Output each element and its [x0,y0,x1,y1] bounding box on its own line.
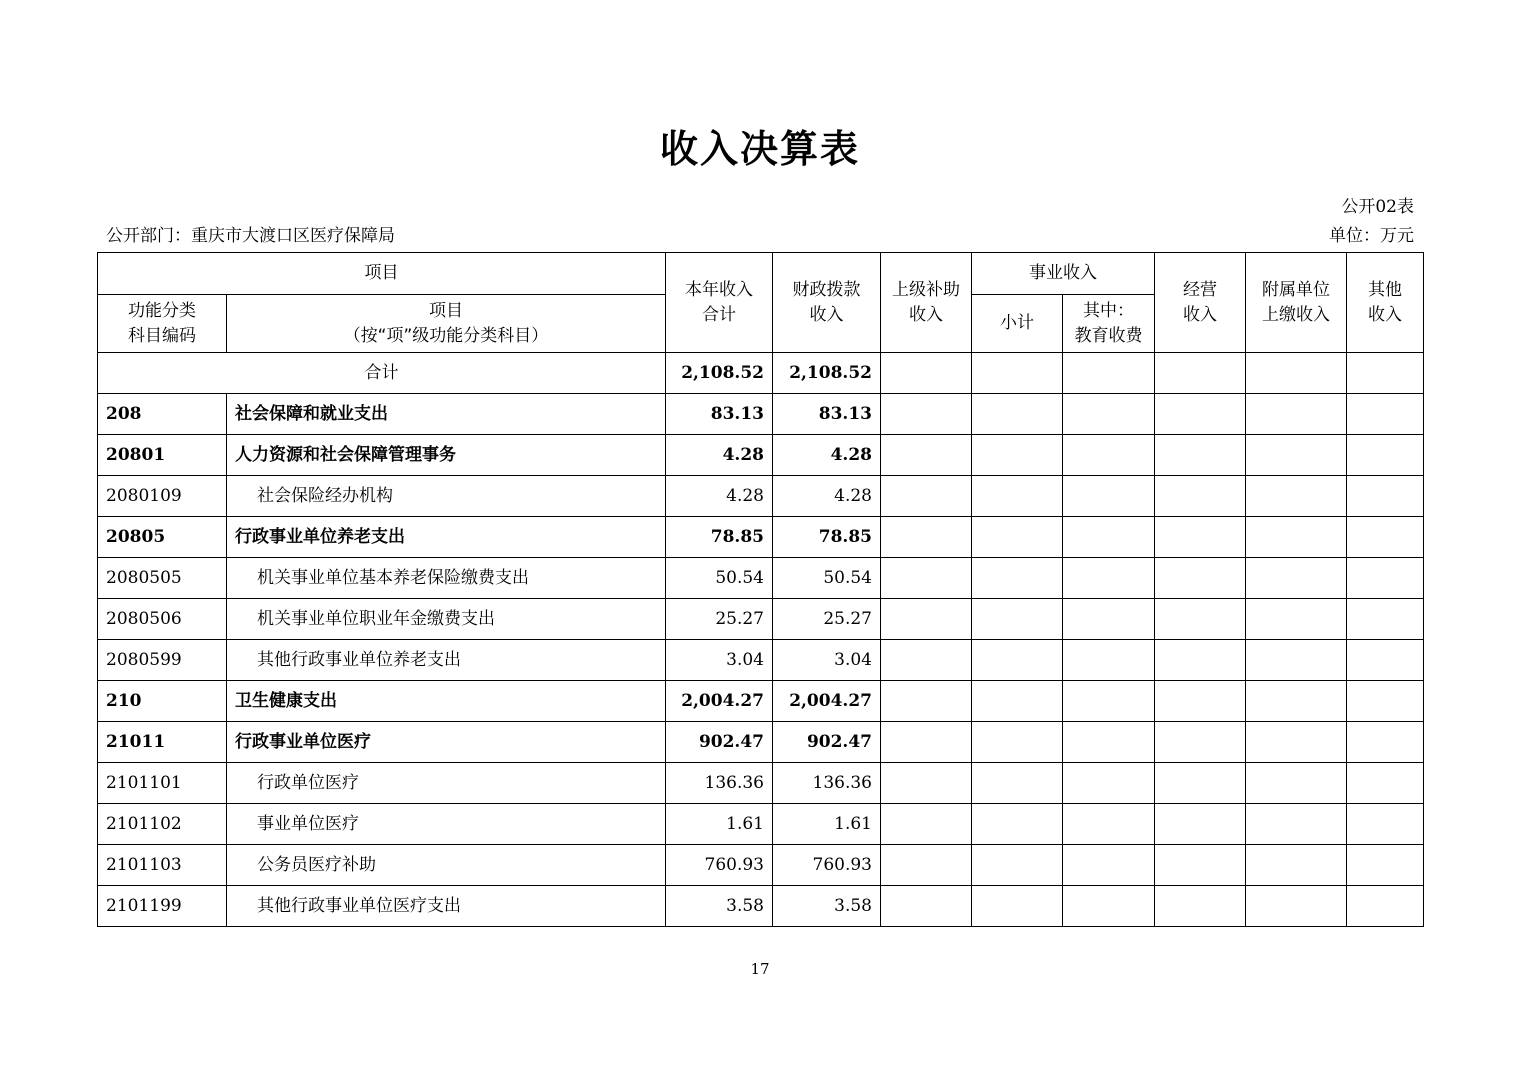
row-total-income: 3.58 [666,886,773,927]
empty-cell [1246,517,1347,558]
empty-cell [881,394,972,435]
row-code: 2080506 [98,599,227,640]
empty-cell [1246,722,1347,763]
row-code: 2080599 [98,640,227,681]
row-name: 社会保障和就业支出 [227,394,666,435]
empty-cell [1063,353,1155,394]
table-row [98,394,1424,435]
row-total-income: 78.85 [666,517,773,558]
empty-cell [1246,435,1347,476]
income-table [97,252,1424,927]
row-code: 2101199 [98,886,227,927]
total-row [98,353,1424,394]
row-code: 210 [98,681,227,722]
total-label: 合计 [98,353,666,394]
row-total-income: 760.93 [666,845,773,886]
empty-cell [1063,722,1155,763]
row-name: 行政单位医疗 [227,763,666,804]
row-fiscal: 3.58 [773,886,881,927]
table-row [98,558,1424,599]
header-other: 其他 收入 [1347,253,1424,353]
empty-cell [881,886,972,927]
page-number: 17 [750,960,770,978]
empty-cell [972,353,1063,394]
empty-cell [1063,599,1155,640]
empty-cell [1347,763,1424,804]
empty-cell [1155,476,1246,517]
header-business-income: 事业收入 [972,253,1155,295]
empty-cell [972,681,1063,722]
row-name: 人力资源和社会保障管理事务 [227,435,666,476]
total-fiscal-value: 2,108.52 [773,353,881,394]
empty-cell [972,599,1063,640]
table-row [98,435,1424,476]
table-row [98,886,1424,927]
empty-cell [1246,886,1347,927]
empty-cell [1063,804,1155,845]
empty-cell [1063,558,1155,599]
row-name: 其他行政事业单位养老支出 [227,640,666,681]
empty-cell [1246,599,1347,640]
row-fiscal: 136.36 [773,763,881,804]
header-edu-fee: 其中： 教育收费 [1063,295,1155,353]
empty-cell [972,517,1063,558]
row-code: 20805 [98,517,227,558]
row-fiscal: 760.93 [773,845,881,886]
header-affiliated: 附属单位 上缴收入 [1246,253,1347,353]
table-row [98,845,1424,886]
table-row [98,722,1424,763]
empty-cell [881,517,972,558]
row-total-income: 136.36 [666,763,773,804]
empty-cell [972,435,1063,476]
empty-cell [1155,435,1246,476]
row-total-income: 83.13 [666,394,773,435]
row-name: 公务员医疗补助 [227,845,666,886]
row-total-income: 2,004.27 [666,681,773,722]
empty-cell [1155,599,1246,640]
empty-cell [1063,640,1155,681]
empty-cell [881,435,972,476]
header-total-income: 本年收入 合计 [666,253,773,353]
empty-cell [1063,476,1155,517]
table-row [98,804,1424,845]
row-fiscal: 50.54 [773,558,881,599]
row-code: 2080505 [98,558,227,599]
empty-cell [972,886,1063,927]
row-total-income: 3.04 [666,640,773,681]
page-title: 收入决算表 [659,127,860,171]
empty-cell [972,722,1063,763]
empty-cell [1155,804,1246,845]
row-fiscal: 1.61 [773,804,881,845]
row-code: 2101103 [98,845,227,886]
empty-cell [1347,681,1424,722]
empty-cell [1347,599,1424,640]
row-fiscal: 78.85 [773,517,881,558]
empty-cell [1063,394,1155,435]
table-row [98,517,1424,558]
table-body [98,394,1424,927]
empty-cell [1347,804,1424,845]
empty-cell [881,804,972,845]
empty-cell [1155,394,1246,435]
empty-cell [1155,845,1246,886]
empty-cell [1155,763,1246,804]
empty-cell [972,640,1063,681]
empty-cell [1347,640,1424,681]
empty-cell [972,558,1063,599]
department-label: 公开部门：重庆市大渡口区医疗保障局 [106,226,395,246]
table-row [98,476,1424,517]
unit-label: 单位：万元 [1329,226,1414,246]
form-number: 公开02表 [1341,197,1414,217]
empty-cell [1347,394,1424,435]
row-code: 2101101 [98,763,227,804]
empty-cell [881,353,972,394]
row-code: 21011 [98,722,227,763]
row-name: 卫生健康支出 [227,681,666,722]
empty-cell [1246,476,1347,517]
empty-cell [972,845,1063,886]
empty-cell [1063,845,1155,886]
empty-cell [881,845,972,886]
table-row [98,763,1424,804]
row-name: 其他行政事业单位医疗支出 [227,886,666,927]
empty-cell [881,763,972,804]
row-name: 行政事业单位医疗 [227,722,666,763]
header-subtotal: 小计 [972,295,1063,353]
row-total-income: 4.28 [666,476,773,517]
header-operating: 经营 收入 [1155,253,1246,353]
empty-cell [1347,435,1424,476]
empty-cell [1063,681,1155,722]
empty-cell [881,599,972,640]
empty-cell [1347,517,1424,558]
empty-cell [881,558,972,599]
empty-cell [1063,435,1155,476]
row-name: 行政事业单位养老支出 [227,517,666,558]
row-total-income: 50.54 [666,558,773,599]
empty-cell [1347,722,1424,763]
empty-cell [1063,886,1155,927]
row-fiscal: 902.47 [773,722,881,763]
header-project: 项目 [98,253,666,295]
row-code: 208 [98,394,227,435]
row-fiscal: 83.13 [773,394,881,435]
row-total-income: 25.27 [666,599,773,640]
table-row [98,681,1424,722]
empty-cell [1347,353,1424,394]
empty-cell [1246,681,1347,722]
empty-cell [1347,886,1424,927]
empty-cell [1347,558,1424,599]
empty-cell [972,476,1063,517]
row-fiscal: 4.28 [773,476,881,517]
empty-cell [1347,845,1424,886]
row-name: 机关事业单位基本养老保险缴费支出 [227,558,666,599]
row-code: 2080109 [98,476,227,517]
empty-cell [1155,886,1246,927]
empty-cell [881,476,972,517]
empty-cell [1155,517,1246,558]
empty-cell [972,763,1063,804]
row-code: 2101102 [98,804,227,845]
empty-cell [1246,804,1347,845]
header-upper-subsidy: 上级补助 收入 [881,253,972,353]
empty-cell [1063,517,1155,558]
empty-cell [1155,722,1246,763]
header-fiscal: 财政拨款 收入 [773,253,881,353]
empty-cell [1246,845,1347,886]
header-name: 项目 （按“项”级功能分类科目） [227,295,666,353]
table-row [98,599,1424,640]
row-code: 20801 [98,435,227,476]
row-fiscal: 3.04 [773,640,881,681]
empty-cell [1155,681,1246,722]
empty-cell [881,681,972,722]
empty-cell [1246,353,1347,394]
row-name: 事业单位医疗 [227,804,666,845]
row-fiscal: 2,004.27 [773,681,881,722]
row-total-income: 902.47 [666,722,773,763]
empty-cell [1347,476,1424,517]
table-row [98,640,1424,681]
empty-cell [881,640,972,681]
empty-cell [1246,763,1347,804]
row-fiscal: 25.27 [773,599,881,640]
empty-cell [1246,394,1347,435]
empty-cell [1155,558,1246,599]
empty-cell [1155,640,1246,681]
empty-cell [1155,353,1246,394]
empty-cell [1063,763,1155,804]
row-fiscal: 4.28 [773,435,881,476]
empty-cell [881,722,972,763]
empty-cell [1246,640,1347,681]
row-name: 机关事业单位职业年金缴费支出 [227,599,666,640]
row-name: 社会保险经办机构 [227,476,666,517]
empty-cell [1246,558,1347,599]
row-total-income: 4.28 [666,435,773,476]
empty-cell [972,804,1063,845]
row-total-income: 1.61 [666,804,773,845]
total-income-value: 2,108.52 [666,353,773,394]
empty-cell [972,394,1063,435]
header-code: 功能分类 科目编码 [98,295,227,353]
